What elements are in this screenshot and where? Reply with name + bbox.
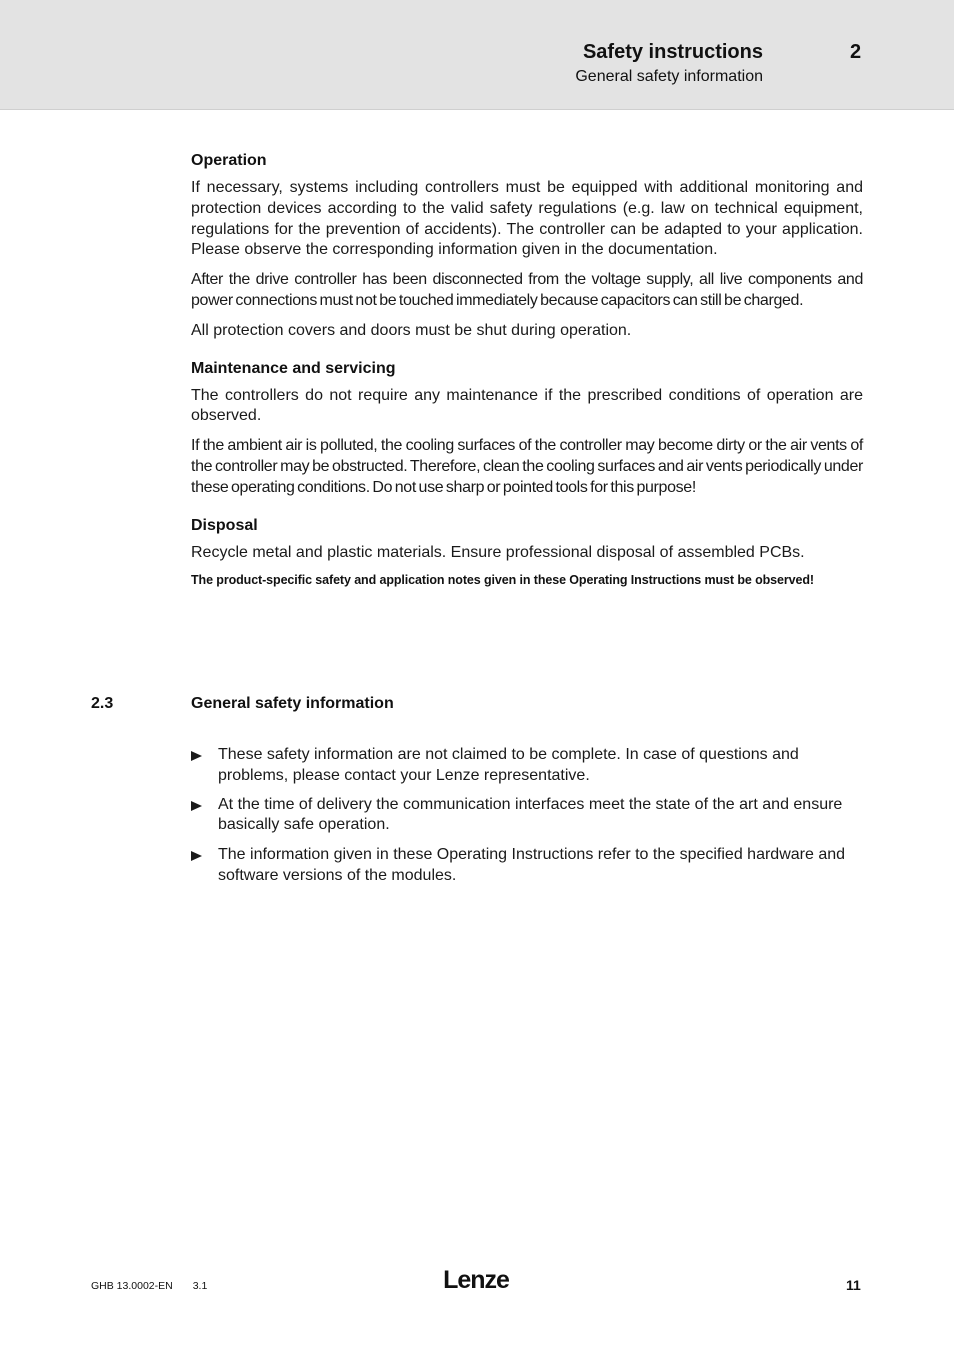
document-id: GHB 13.0002-EN	[91, 1280, 173, 1292]
chapter-number: 2	[850, 41, 862, 63]
safety-note: The product-specific safety and application notes given in these Operating Instructions must be observed!	[191, 573, 814, 588]
logo-text: Lenze	[443, 1266, 509, 1294]
operation-heading: Operation	[191, 152, 267, 169]
operation-paragraph-3: All protection covers and doors must be shut during operation.	[191, 321, 632, 339]
document-version: 3.1	[192, 1280, 208, 1292]
operation-paragraph-2: After the drive controller has been disconnected from the voltage supply, all live components and power connections must not be touched immediately because capacitors can still be charged.	[191, 271, 863, 309]
section-title: General safety information	[191, 695, 394, 712]
maintenance-heading: Maintenance and servicing	[191, 359, 396, 377]
page-header	[0, 0, 954, 110]
footer-doc-info	[91, 1280, 207, 1292]
section-number: 2.3	[91, 695, 114, 712]
lenze-logo	[436, 1263, 516, 1295]
list-item	[191, 845, 863, 887]
list-item	[191, 795, 863, 837]
page-number: 11	[846, 1277, 861, 1293]
chapter-title: Safety instructions	[582, 41, 763, 63]
list-item-text: These safety information are not claimed to be complete. In case of questions and problems, please contact your Lenze representative.	[218, 746, 799, 784]
list-item-text: The information given in these Operating Instructions refer to the specified hardware and software versions of the modules.	[218, 846, 846, 884]
safety-list	[191, 745, 863, 887]
list-item-text: At the time of delivery the communication interfaces meet the state of the art and ensure basically safe operation.	[218, 795, 843, 834]
main-content	[191, 150, 863, 589]
list-item	[191, 745, 863, 787]
triangle-bullet-icon	[191, 851, 202, 861]
maintenance-paragraph-1: The controllers do not require any maintenance if the prescribed conditions of operation are observed.	[191, 386, 863, 425]
operation-paragraph-1: If necessary, systems including controllers must be equipped with additional monitoring and protection devices according to the valid safety regulations (e.g. law on technical equipment, regulations for the prevention of accidents). The controller can be adapted to your application. Please observe the corresponding information given in the documentation.	[191, 179, 863, 259]
maintenance-paragraph-2: If the ambient air is polluted, the cooling surfaces of the controller may become dirty or the air vents of the controller may be obstructed. Therefore, clean the cooling surfaces and air vents periodically under these operating conditions. Do not use sharp or pointed tools for this purpose!	[191, 437, 863, 496]
triangle-bullet-icon	[191, 751, 202, 761]
section-subtitle: General safety information	[575, 68, 763, 85]
disposal-paragraph: Recycle metal and plastic materials. Ensure professional disposal of assembled PCBs.	[191, 543, 805, 561]
triangle-bullet-icon	[191, 801, 202, 811]
disposal-heading: Disposal	[191, 516, 258, 534]
